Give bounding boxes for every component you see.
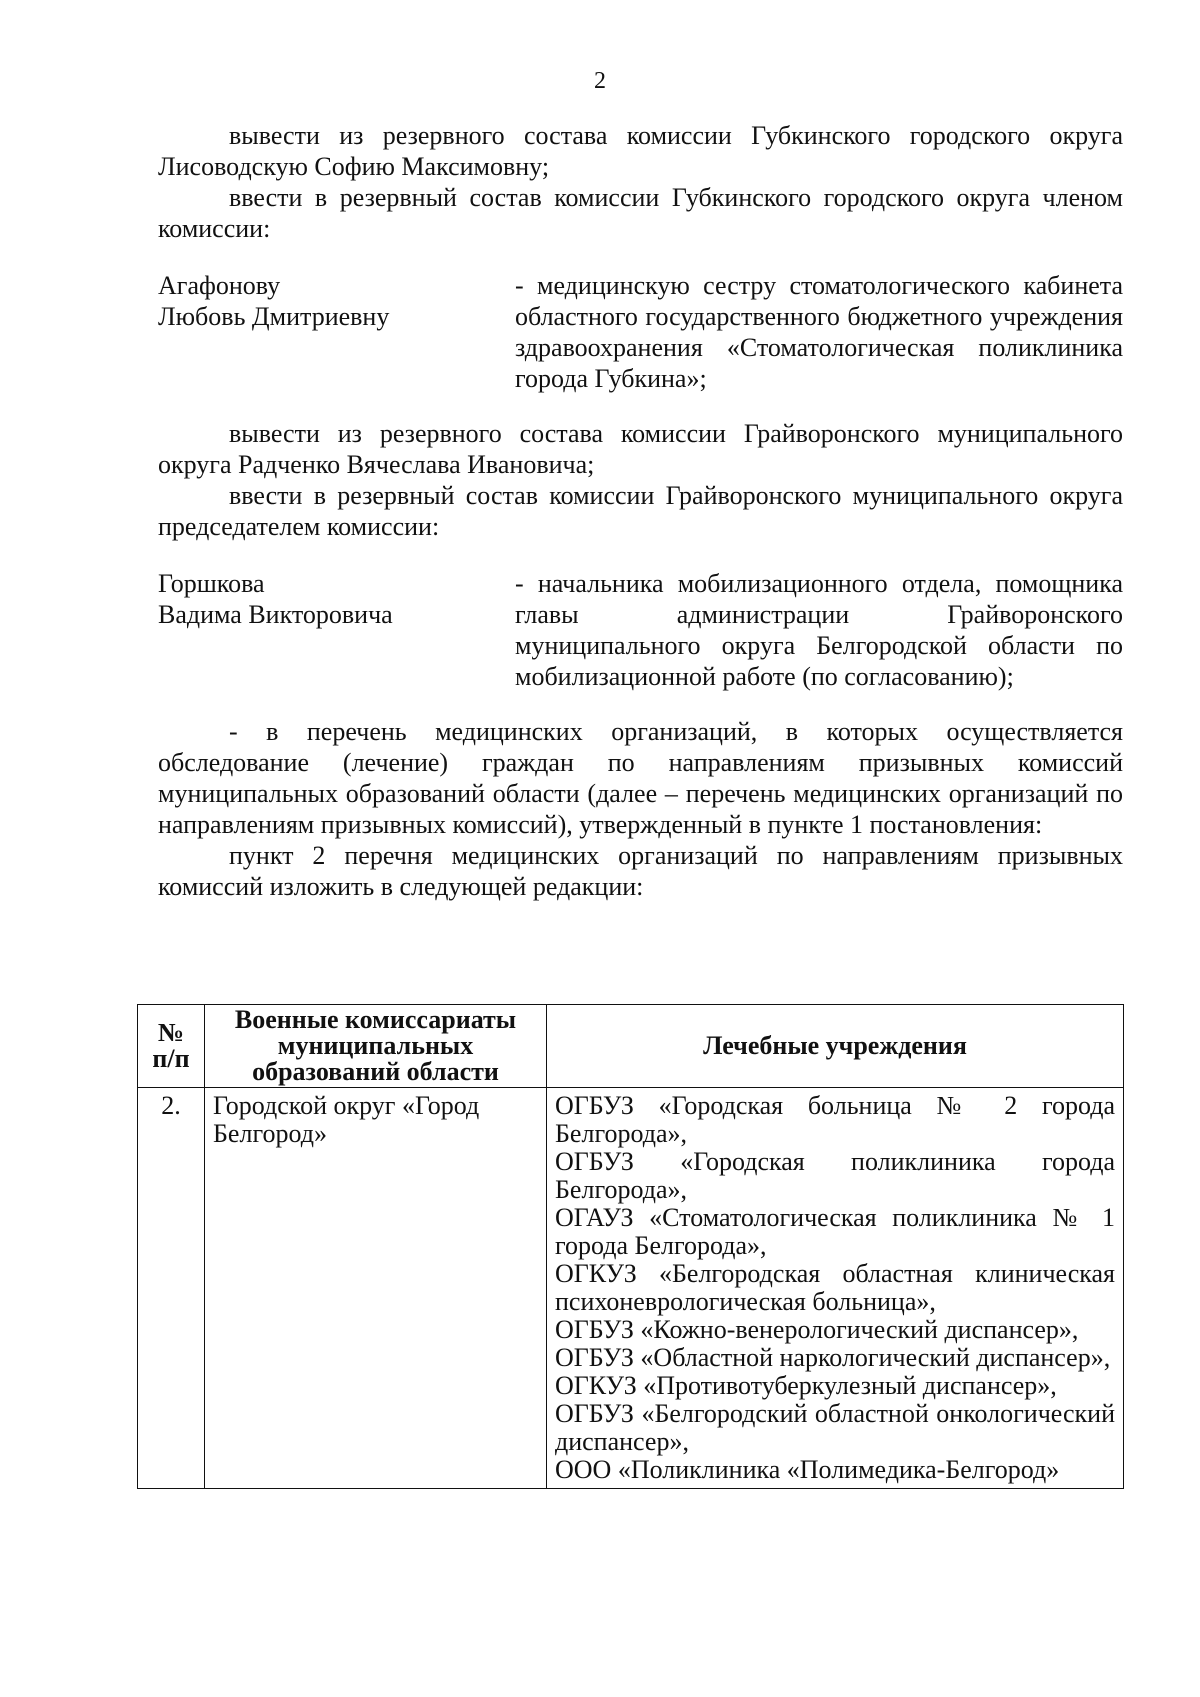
person-name (158, 568, 515, 692)
header-commissariats: Военные комиссариаты муниципальных образований области (205, 1005, 547, 1088)
institution-item: ОГАУЗ «Стоматологическая поликлиника № 1 города Белгорода», (555, 1203, 1115, 1260)
paragraph-add-gubkin: ввести в резервный состав комиссии Губкинского городского округа членом комиссии: (158, 183, 1123, 243)
institution-item: ОГБУЗ «Областной наркологический диспансер», (555, 1343, 1111, 1372)
person-description: - начальника мобилизационного отдела, помощника главы администрации Грайворонского муниципального округа Белгородской области по мобилизационной работе (по согласованию); (515, 569, 1123, 691)
person-entry-agafonova (158, 270, 1123, 394)
person-given-names: Вадима Викторовича (158, 600, 393, 629)
row-num: 2. (138, 1088, 205, 1489)
institution-item: ОГБУЗ «Кожно-венерологический диспансер», (555, 1315, 1079, 1344)
person-description: - медицинскую сестру стоматологического кабинета областного государственного бюджетного учреждения здравоохранения «Стоматологическая поликлиника города Губкина»; (515, 271, 1123, 393)
institution-item: ОГКУЗ «Белгородская областная клиническая психоневрологическая больница», (555, 1259, 1115, 1316)
paragraph-remove-gubkin: вывести из резервного состава комиссии Губкинского городского округа Лисоводскую Софию Максимовну; (158, 121, 1123, 181)
row-institutions (547, 1088, 1124, 1489)
institution-item: ОГБУЗ «Белгородский областной онкологический диспансер», (555, 1399, 1115, 1456)
medical-organizations-table (137, 1004, 1124, 1489)
person-surname: Агафонову (158, 271, 281, 300)
header-num: № п/п (138, 1005, 205, 1088)
person-entry-gorshkov (158, 568, 1123, 692)
paragraph-add-graivoron: ввести в резервный состав комиссии Грайворонского муниципального округа председателем комиссии: (158, 481, 1123, 541)
institution-item: ООО «Поликлиника «Полимедика-Белгород» (555, 1455, 1060, 1484)
document-body (158, 120, 1123, 902)
paragraph-remove-graivoron: вывести из резервного состава комиссии Грайворонского муниципального округа Радченко Вячеслава Ивановича; (158, 419, 1123, 479)
person-surname: Горшкова (158, 569, 265, 598)
paragraph-medical-list: - в перечень медицинских организаций, в которых осуществляется обследование (лечение) граждан по направлениям призывных комиссий муниципальных образований области (далее – перечень медицинских организаций по направлениям призывных комиссий), утвержденный в пункте 1 постановления: (158, 717, 1123, 839)
header-institutions: Лечебные учреждения (547, 1005, 1124, 1088)
institution-item: ОГБУЗ «Городская больница № 2 города Белгорода», (555, 1091, 1115, 1148)
table-header-row (138, 1005, 1124, 1088)
page-number: 2 (594, 68, 606, 94)
table-row (138, 1088, 1124, 1489)
person-given-names: Любовь Дмитриевну (158, 302, 390, 331)
row-commissariat: Городской округ «Город Белгород» (205, 1088, 547, 1489)
person-name (158, 270, 515, 394)
institution-item: ОГБУЗ «Городская поликлиника города Белгорода», (555, 1147, 1115, 1204)
institution-item: ОГКУЗ «Противотуберкулезный диспансер», (555, 1371, 1057, 1400)
paragraph-point-2: пункт 2 перечня медицинских организаций по направлениям призывных комиссий изложить в следующей редакции: (158, 841, 1123, 901)
